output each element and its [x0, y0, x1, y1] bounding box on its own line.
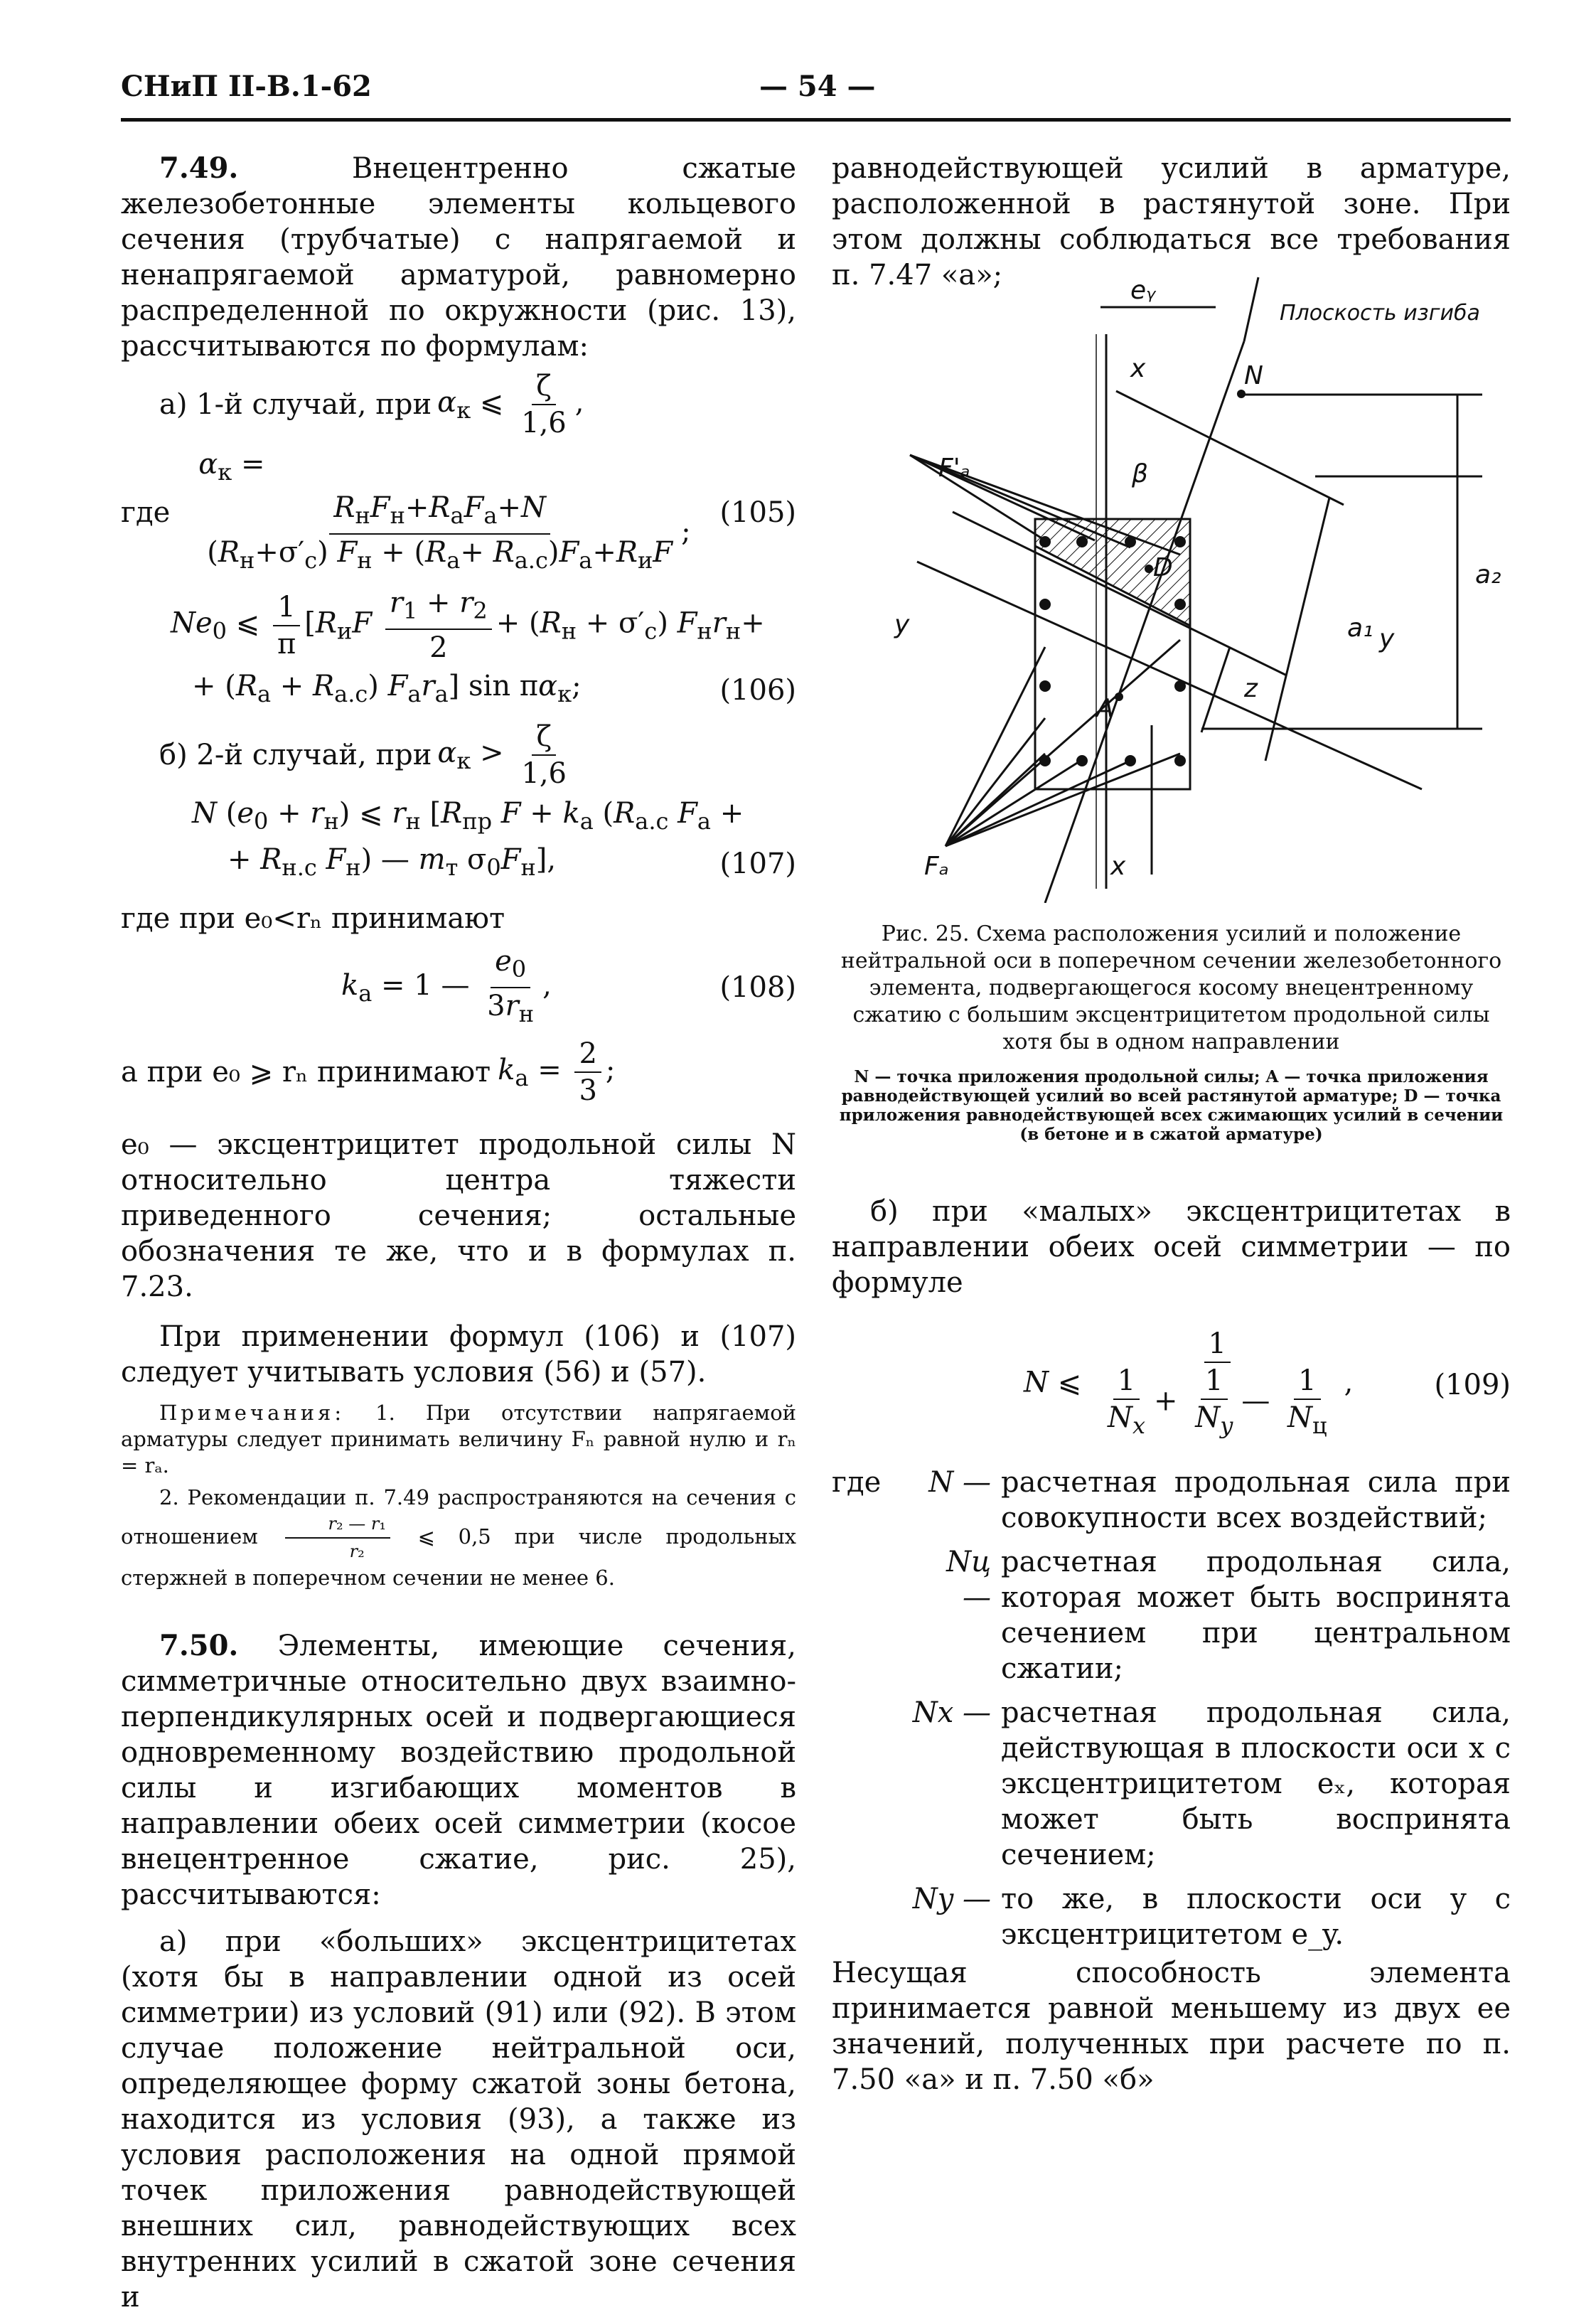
formula-107-line1: N $(e_0 + r_н)$ ⩽ $r_н$ [$R_{пр}$ $F + k_а$ ($R_{а.с}$ $F_а$ + — [192, 797, 744, 835]
equation-number: (105) — [719, 496, 796, 529]
paragraph-7-50: 7.50. Элементы, имеющие сечения, симметричные относительно двух взаимно-перпендикулярных осей и подвергающиеся одновременному воздействию продольной силы и изгибающих моментов в направлении обеих осей симметрии (косое внецентренное сжатие, рис. 25), рассчитываются: — [121, 1629, 797, 1911]
fraction: $\frac{1}{N_ц}$ — [1287, 1364, 1327, 1439]
formula-105-body: $\alpha_к$ = $\frac{R_нF_н+R_аF_а+N}{(R_н+\sigma'_с) F_н + (R_а+ R_{а.с})F_а+R_иF}$ ; — [198, 447, 719, 578]
apply-conditions-text: При применении формул (106) и (107) следует учитывать условия (56) и (57). — [121, 1320, 796, 1389]
paragraph-7-49 — [121, 151, 796, 364]
continuation-text: равнодействующей усилий в арматуре, расположенной в растянутой зоне. При этом должны соблюдаться все требования п. 7.47 «а»; — [832, 152, 1511, 292]
fraction: $\frac{2}{3}$ — [574, 1036, 601, 1108]
page-number: — 54 — — [759, 70, 876, 103]
header-rule — [121, 118, 1511, 122]
label-ey: eᵧ — [1130, 276, 1156, 305]
paragraph-7-50-b: б) при «малых» эксцентрицитетах в направлении обеих осей симметрии — по формуле — [832, 1195, 1511, 1299]
formula-106-line2: + $(R_а + R_{а.с})$ $F_аr_а$] $\sin \pi\alpha_к$; (106) — [192, 670, 796, 707]
case-a-condition: $\alpha_к$ ⩽ $\frac{\zeta}{1,6}$ , — [437, 370, 584, 439]
fraction: $\frac{\zeta}{1,6}$ — [521, 370, 567, 439]
fraction: $\frac{\text{r₂ — r₁}}{\text{r₂}}$ — [285, 1511, 390, 1565]
clause-number: 7.49. — [159, 151, 239, 185]
label-y-left: y — [894, 610, 910, 639]
definition-Ny: Ny — то же, в плоскости оси y с эксцентрицитетом e_y. — [912, 1883, 1511, 1951]
case-b-line: б) 2-й случай, при $\alpha_к$ > $\frac{\zeta}{1,6}$ — [121, 719, 796, 791]
equation-number: (109) — [1434, 1368, 1511, 1401]
notes-title: Примечания: — [159, 1401, 346, 1425]
e0-definition: e₀ — эксцентрицитет продольной силы N относительно центра тяжести приведенного сечения; остальные обозначения те же, что и в формулах п. 7.23. — [121, 1128, 796, 1303]
label-A: A — [1096, 694, 1114, 723]
label-Fa: Fₐ — [924, 852, 949, 881]
fraction: $\frac{1}{N_y}$ — [1195, 1364, 1233, 1439]
case-a-line — [121, 368, 796, 441]
final-text: Несущая способность элемента принимается равной меньшему из двух ее значений, полученных при расчете по п. 7.50 «а» и п. 7.50 «б» — [832, 1957, 1511, 2096]
fraction: $\frac{R_нF_н+R_аF_а+N}{(R_н+\sigma'_с) F_н + (R_а+ R_{а.с})F_а+R_иF}$ — [207, 491, 673, 574]
label-a2: a₂ — [1475, 560, 1501, 589]
label-x-bottom: x — [1110, 852, 1126, 881]
clause-number: 7.50. — [159, 1629, 239, 1662]
label-N: N — [1244, 361, 1263, 390]
figure-25-diagram — [832, 263, 1511, 903]
fraction: $\frac{r_1 + r_2}{2}$ — [385, 585, 492, 665]
definition-Nx: Nx — расчетная продольная сила, действующая в плоскости оси x с эксцентрицитетом eₓ, которая может быть воспринята сечением; — [912, 1696, 1511, 1871]
label-D: D — [1153, 553, 1173, 582]
equation-number: (107) — [719, 847, 796, 880]
case-b-label: б) 2-й случай, при — [159, 739, 432, 771]
equation-number: (108) — [719, 971, 796, 1004]
label-bending-plane: Плоскость изгиба — [1280, 301, 1480, 326]
formula-105 — [121, 447, 796, 578]
paragraph-7-50-a: а) при «больших» эксцентрицитетах (хотя бы в направлении одной из осей симметрии) из условий (91) или (92). В этом случае положение нейтральной оси, определяющее форму сжатой зоны бетона, находится из условия (93), а также из условия расположения на одной прямой точек приложения равнодействующей внешних сил, равнодействующих всех внутренних усилий в сжатой зоне сечения и — [121, 1925, 796, 2314]
label-y-right: y — [1379, 624, 1395, 653]
label-a1: a₁ — [1347, 614, 1373, 643]
figure-caption: Рис. 25. Схема расположения усилий и положение нейтральной оси в поперечном сечении железобетонного элемента, подвергающегося косому внецентренному сжатию с большим эксцентрицитетом продольной силы хотя бы в одном направлении — [840, 921, 1502, 1054]
fraction: $\frac{\zeta}{1,6}$ — [521, 720, 567, 790]
fraction: $\frac{e_0}{3r_н}$ — [487, 945, 535, 1027]
bending-plane-line — [1045, 341, 1244, 903]
figure-notes: N — точка приложения продольной силы; A — точка приложения равнодействующей усилий во всей растянутой арматуре; D — точка приложения равнодействующей всех сжимающих усилий в сечении (в бетоне и в сжатой арматуре) — [839, 1067, 1504, 1144]
label-beta: β — [1132, 459, 1148, 488]
symbol-definitions — [832, 1465, 1511, 1952]
left-column — [121, 151, 796, 2315]
fraction: $\frac{1}{N_x}$ — [1107, 1364, 1145, 1439]
and-e0-line: а при e₀ ⩾ rₙ принимают $k_а$ = $\frac{2}{3}$ ; — [121, 1037, 616, 1107]
fraction: 1 $\frac{1}{N_x}$ + $\frac{1}{N_y}$ — $\frac{1}{N_ц}$ — [1095, 1326, 1340, 1443]
fraction: $\frac{1}{\pi}$ — [273, 589, 300, 662]
formula-106-line1: $Ne_0$ ⩽ $\frac{1}{\pi}$ [$R_иF$ $\frac{r_1 + r_2}{2}$ + $(R_н + \sigma'_с)$ $F_нr_н+$ — [171, 587, 765, 664]
note-1: Примечания: 1. При отсутствии напрягаемой арматуры следует принимать величину Fₙ равной нулю и rₙ = rₐ. — [121, 1401, 796, 1477]
label-Fa-prime: F'ₐ — [938, 454, 970, 483]
where-e0-line: где при e₀<rₙ принимают — [121, 902, 505, 935]
formula-109: N ⩽ 1 $\frac{1}{N_x}$ + $\frac{1}{N_y}$ — $\frac{1}{N_ц}$ , (109) — [832, 1326, 1511, 1443]
label-z: z — [1244, 674, 1258, 703]
dimension-a1 — [1265, 498, 1329, 761]
definition-Nc: Nц — расчетная продольная сила, которая может быть воспринята сечением при центральном сжатии; — [946, 1546, 1511, 1685]
right-column-bottom — [832, 921, 1511, 2097]
document-code: СНиП II-В.1-62 — [121, 70, 372, 103]
label-x-top: x — [1130, 354, 1146, 383]
case-a-label: а) 1-й случай, при — [159, 388, 432, 421]
clause-text: Внецентренно сжатые железобетонные элементы кольцевого сечения (трубчатые) с напрягаемой и ненапрягаемой арматурой, равномерно распределенной по окружности (рис. 13), рассчитываются по формулам: — [121, 152, 796, 363]
formula-107-line2: + $R_{н.с}$ $F_н$) — $m_т$ $\sigma_0F_н$], (107) — [227, 843, 796, 881]
formula-108: $k_а = 1$ — $\frac{e_0}{3r_н}$ , (108) — [121, 943, 796, 1032]
where-label: где — [832, 1466, 882, 1499]
notes-block — [121, 1400, 796, 1591]
note-2: 2. Рекомендации п. 7.49 распространяются на сечения с отношением $\frac{\text{r₂ — r₁}}{\text{r₂}}$ ⩽ 0,5 при числе продольных стержней в поперечном сечении не менее 6. — [121, 1485, 797, 1590]
equation-number: (106) — [719, 673, 796, 707]
definition-N: N — расчетная продольная сила при совокупности всех воздействий; — [928, 1466, 1511, 1534]
where-label: где — [121, 496, 171, 529]
